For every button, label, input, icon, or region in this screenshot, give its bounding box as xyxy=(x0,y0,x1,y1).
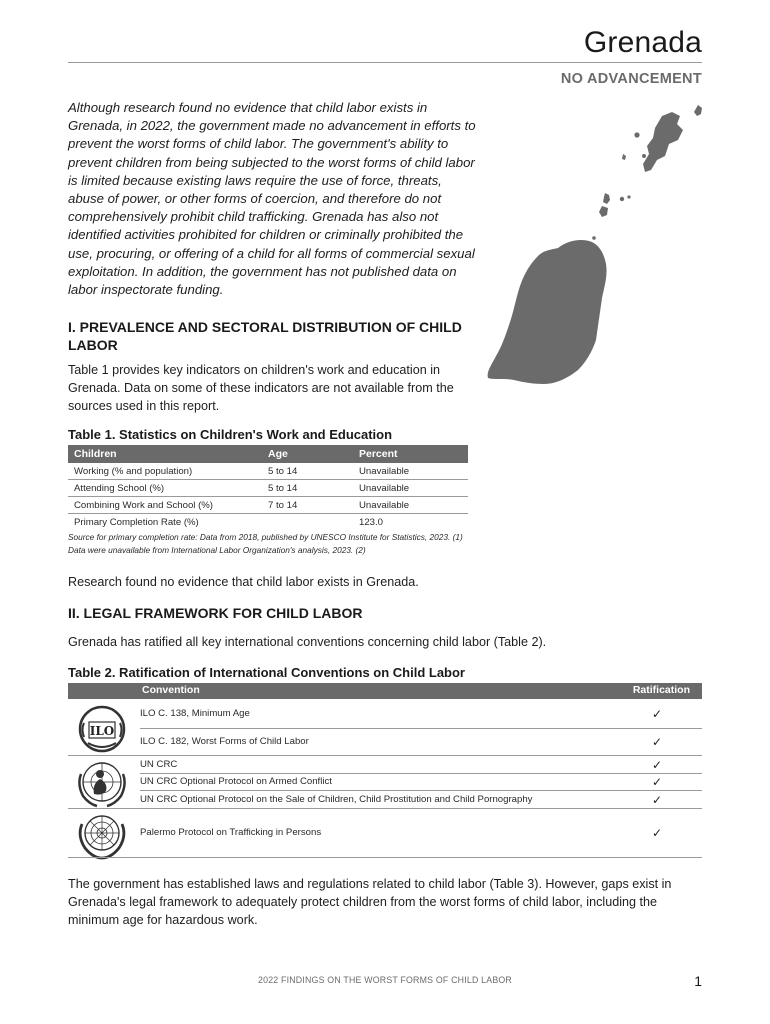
table-2-title: Table 2. Ratification of International Conventions on Child Labor xyxy=(68,665,465,680)
page-number: 1 xyxy=(694,973,702,989)
table-row xyxy=(68,497,468,514)
table-cell: Unavailable xyxy=(353,463,468,480)
closing-paragraph: The government has established laws and regulations related to child labor (Table 3). However, gaps exist in Grenada's legal framework to adequately protect children from the worst forms of child labor, including the minimum age for hazardous work. xyxy=(68,877,672,927)
row-divider xyxy=(140,790,702,791)
table-bottom-rule xyxy=(68,857,702,858)
table-cell: Unavailable xyxy=(353,480,468,497)
section-1-paragraph: Table 1 provides key indicators on children's work and education in Grenada. Data on some of these indicators are not available from the sources used in this report. xyxy=(68,363,454,413)
check-icon: ✓ xyxy=(651,826,662,840)
convention-name: UN CRC Optional Protocol on the Sale of Children, Child Prostitution and Child Pornography xyxy=(140,794,533,805)
footer-text: 2022 FINDINGS ON THE WORST FORMS OF CHILD LABOR xyxy=(258,975,512,985)
no-evidence-statement: Research found no evidence that child labor exists in Grenada. xyxy=(68,575,419,589)
country-title: Grenada xyxy=(583,26,702,59)
convention-name: Palermo Protocol on Trafficking in Persons xyxy=(140,827,322,838)
table-cell: Unavailable xyxy=(353,497,468,514)
table-1-title: Table 1. Statistics on Children's Work and Education xyxy=(68,427,393,442)
svg-text:ILO: ILO xyxy=(89,724,115,738)
check-icon: ✓ xyxy=(651,707,662,721)
check-icon: ✓ xyxy=(651,735,662,749)
table-cell: Attending School (%) xyxy=(68,480,262,497)
row-divider xyxy=(68,755,702,756)
section-2-paragraph: Grenada has ratified all key international conventions concerning child labor (Table 2). xyxy=(68,635,547,649)
table-cell xyxy=(262,514,353,531)
title-divider xyxy=(68,62,702,63)
table-cell: 123.0 xyxy=(359,516,384,528)
assessment-status: NO ADVANCEMENT xyxy=(560,71,702,87)
convention-name: ILO C. 182, Worst Forms of Child Labor xyxy=(140,736,309,747)
table-header-row xyxy=(68,445,468,463)
convention-row xyxy=(140,794,702,805)
convention-name: UN CRC xyxy=(140,759,178,770)
section-1-heading: I. PREVALENCE AND SECTORAL DISTRIBUTION OF CHILD LABOR xyxy=(68,319,462,353)
column-header: Percent xyxy=(353,445,468,463)
column-header: Children xyxy=(68,445,262,463)
convention-row xyxy=(140,736,702,747)
un-logo xyxy=(76,808,128,860)
ilo-logo xyxy=(76,703,128,755)
table-row xyxy=(68,463,468,480)
convention-column-header: Convention xyxy=(142,684,200,696)
table-cell: 5 to 14 xyxy=(262,463,353,480)
convention-row xyxy=(140,759,702,770)
row-divider xyxy=(140,773,702,774)
table-cell: Combining Work and School (%) xyxy=(68,497,262,514)
convention-row xyxy=(140,827,702,838)
source-note: Source for primary completion rate: Data from 2018, published by UNESCO Institute for Statistics, 2023. (1) xyxy=(68,532,463,542)
convention-name: ILO C. 138, Minimum Age xyxy=(140,708,250,719)
table-cell: Working (% and population) xyxy=(68,463,262,480)
section-2-heading: II. LEGAL FRAMEWORK FOR CHILD LABOR xyxy=(68,605,363,621)
ratification-column-header: Ratification xyxy=(632,684,690,696)
source-note: Data were unavailable from International Labor Organization's analysis, 2023. (2) xyxy=(68,545,366,555)
convention-row xyxy=(140,708,702,719)
column-header: Age xyxy=(262,445,353,463)
table-cell: 5 to 14 xyxy=(262,480,353,497)
table-row xyxy=(68,480,468,497)
table-row xyxy=(68,514,468,531)
convention-name: UN CRC Optional Protocol on Armed Conflict xyxy=(140,776,332,787)
row-divider xyxy=(140,728,702,729)
table-2-header xyxy=(68,683,702,699)
convention-row xyxy=(140,776,702,787)
grenada-map xyxy=(484,100,704,390)
table-cell: 7 to 14 xyxy=(262,497,353,514)
intro-paragraph: Although research found no evidence that child labor exists in Grenada, in 2022, the government made no advancement in efforts to prevent the worst forms of child labor. The government's ability to prevent children from being subjected to the worst forms of child labor is limited because existing laws require the use of force, threats, abuse of power, or other forms of coercion, and therefore do not comprehensively prohibit child trafficking. Grenada has also not identified activities prohibited for children or criminally prohibited the use, procuring, or offering of a child for all forms of commercial sexual exploitation. In addition, the government has not published data on labor inspectorate funding. xyxy=(68,100,476,298)
check-icon: ✓ xyxy=(651,775,662,789)
statistics-table xyxy=(68,445,468,530)
check-icon: ✓ xyxy=(651,758,662,772)
row-divider xyxy=(68,808,702,809)
table-1-source xyxy=(68,531,488,557)
unicef-logo xyxy=(76,756,128,808)
check-icon: ✓ xyxy=(651,793,662,807)
table-cell: Primary Completion Rate (%) xyxy=(74,516,199,528)
